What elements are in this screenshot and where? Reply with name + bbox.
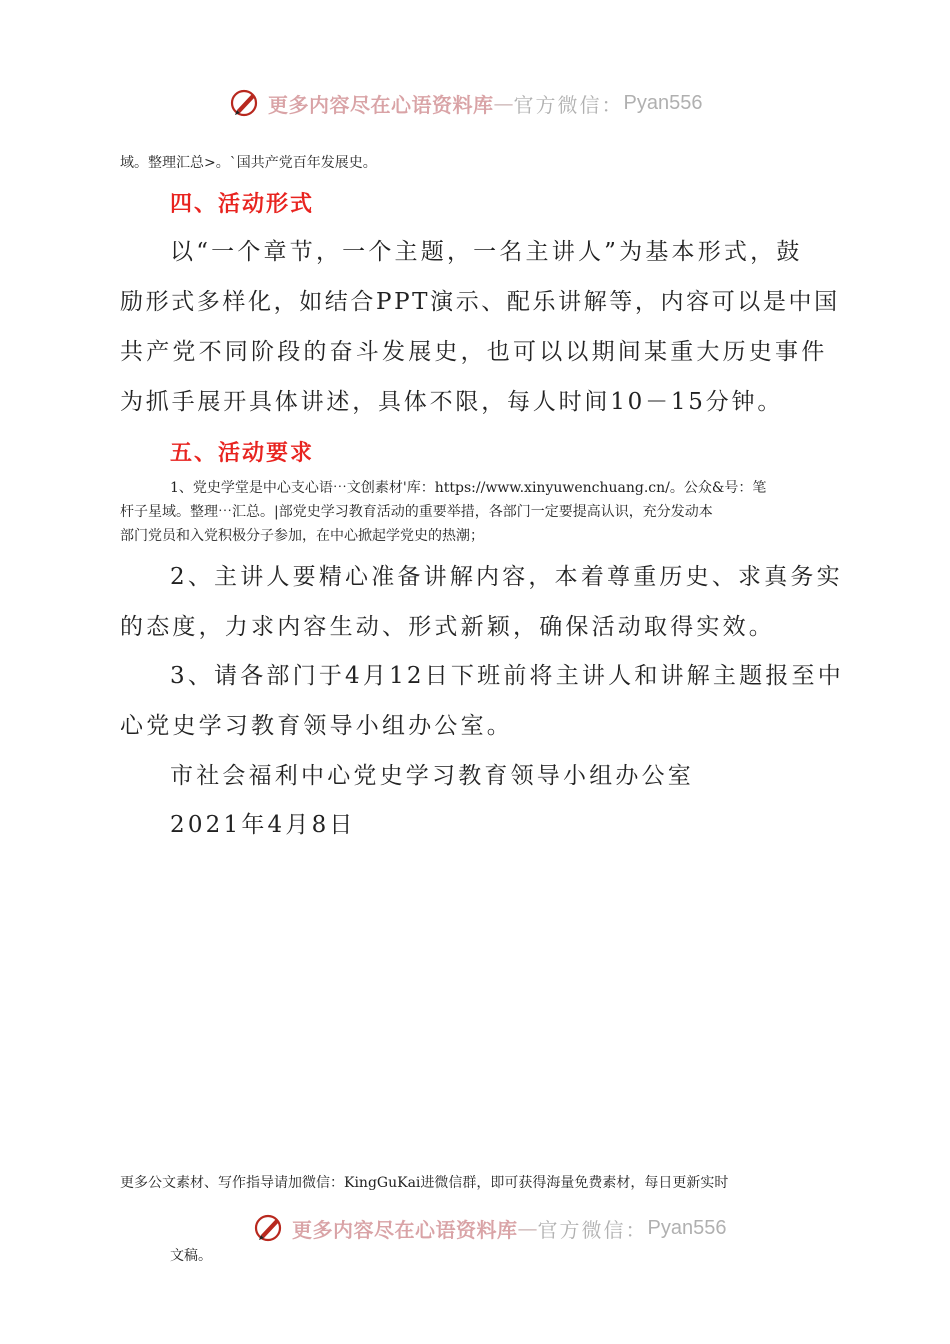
watermark-wechat-id: Pyan556 [647, 1216, 727, 1239]
section-5-heading: 五、活动要求 [170, 440, 315, 466]
section-5-item-3-line: 心党史学习教育领导小组办公室。 [120, 713, 513, 739]
header-watermark [228, 86, 702, 120]
watermark-separator: — [493, 91, 514, 115]
footer-line-1: 更多公文素材、写作指导请加微信：KingGuKai进微信群，即可获得海量免费素材，每日更新实时 [120, 1175, 729, 1191]
watermark-official: 官方微信： [537, 1217, 648, 1242]
section-5-item-1-line: 杆子星域。整理⋯汇总。|部党史学习教育活动的重要举措，各部门一定要提高认识，充分发动本 [120, 504, 713, 520]
section-4-heading: 四、活动形式 [170, 191, 315, 217]
footer-watermark [252, 1211, 726, 1245]
section-4-line: 共产党不同阶段的奋斗发展史，也可以以期间某重大历史事件 [120, 339, 828, 365]
section-5-item-2-line: 的态度，力求内容生动、形式新颖，确保活动取得实效。 [120, 614, 775, 640]
signature-date: 2021年4月8日 [170, 812, 356, 838]
watermark-separator: — [517, 1216, 538, 1240]
section-4-line: 以“一个章节，一个主题，一名主讲人”为基本形式，鼓 [170, 239, 803, 265]
section-5-item-2-line: 2、主讲人要精心准备讲解内容，本着尊重历史、求真务实 [170, 564, 843, 590]
watermark-brand: 更多内容尽在心语资料库 [292, 1217, 518, 1242]
top-fragment-text: 域。整理汇总>。`国共产党百年发展史。 [120, 155, 377, 171]
pen-logo-icon [228, 86, 262, 120]
watermark-official: 官方微信： [513, 92, 624, 117]
watermark-wechat-id: Pyan556 [623, 91, 703, 114]
pen-logo-icon [252, 1211, 286, 1245]
watermark-brand: 更多内容尽在心语资料库 [268, 92, 494, 117]
section-4-line: 为抓手展开具体讲述，具体不限，每人时间10－15分钟。 [120, 389, 784, 415]
section-5-item-1-line: 部门党员和入党积极分子参加，在中心掀起学党史的热潮； [120, 528, 484, 544]
section-5-item-1-line: 1、党史学堂是中心支心语⋯文创素材'库：https://www.xinyuwenchuang.cn/。公众&号：笔 [170, 480, 767, 496]
section-5-item-3-line: 3、请各部门于4月12日下班前将主讲人和讲解主题报至中 [170, 663, 844, 689]
section-4-line: 励形式多样化，如结合PPT演示、配乐讲解等，内容可以是中国 [120, 289, 840, 315]
signature-org: 市社会福利中心党史学习教育领导小组办公室 [170, 763, 694, 789]
footer-line-2: 文稿。 [170, 1248, 212, 1264]
